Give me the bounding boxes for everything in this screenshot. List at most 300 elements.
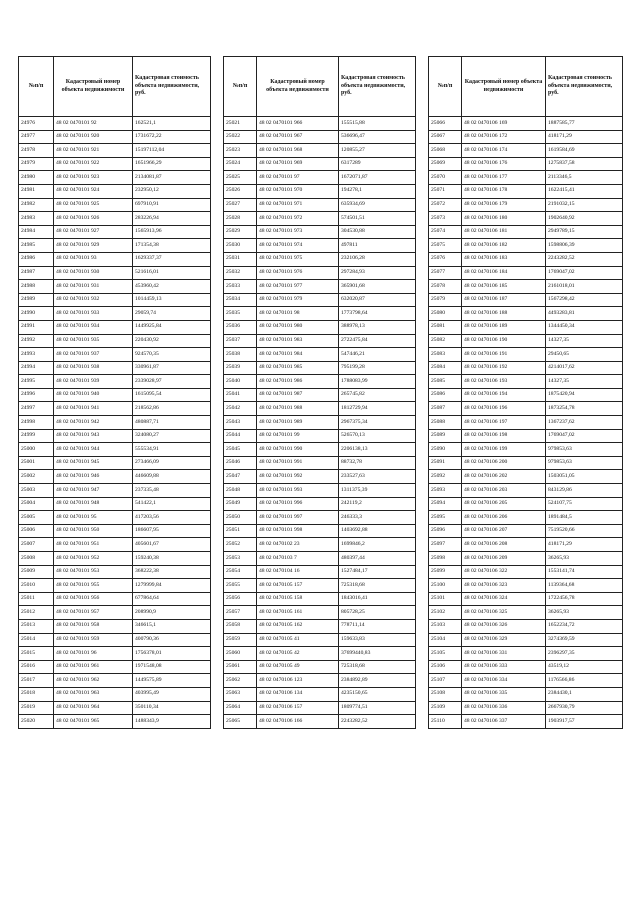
cell-num: 25066 [429,117,462,131]
cell-cadastral-cost: 574501,51 [339,212,416,226]
table-row [19,375,211,389]
cell-num: 25072 [429,198,462,212]
cell-cadastral-cost: 350110,34 [133,701,211,715]
cell-cadastral-number: 48 02 0470101 944 [54,443,133,457]
table-row [19,606,211,620]
cell-cadastral-number: 48 02 0470106 172 [462,130,546,144]
table-row [429,402,623,416]
cell-num: 25083 [429,348,462,362]
cell-cadastral-number: 48 02 0470106 198 [462,429,546,443]
table-row [224,538,416,552]
table-row [224,715,416,729]
cell-num: 25004 [19,497,54,511]
table-row [429,388,623,402]
cell-cadastral-number: 48 02 0470106 176 [462,157,546,171]
table-row [19,592,211,606]
cell-cadastral-cost: 194278,1 [339,184,416,198]
cell-cadastral-cost: 159633,83 [339,633,416,647]
cell-cadastral-number: 48 02 0470101 996 [257,497,339,511]
header-cad-num: Кадастровый номер объекта недвижимости [54,57,133,117]
cell-cadastral-cost: 1553141,74 [546,565,623,579]
cell-cadastral-number: 48 02 0470101 961 [54,660,133,674]
table-row [19,443,211,457]
cell-cadastral-number: 48 02 0470106 324 [462,592,546,606]
cell-cadastral-cost: 524107,75 [546,497,623,511]
table-row [429,252,623,266]
table-row [429,307,623,321]
cell-num: 25029 [224,225,257,239]
table-row [429,320,623,334]
cell-cadastral-cost: 2161018,01 [546,280,623,294]
cell-cadastral-cost: 36265,93 [546,606,623,620]
cell-num: 25065 [224,715,257,729]
table-row [224,388,416,402]
table-row [429,157,623,171]
cell-num: 25059 [224,633,257,647]
table-row [224,687,416,701]
cell-num: 25005 [19,511,54,525]
cell-cadastral-cost: 4493283,81 [546,307,623,321]
cell-num: 25010 [19,579,54,593]
table-row [429,266,623,280]
cell-cadastral-number: 48 02 0470101 98 [257,307,339,321]
cell-num: 25096 [429,524,462,538]
cell-num: 25020 [19,715,54,729]
cell-num: 25067 [429,130,462,144]
cell-num: 24984 [19,225,54,239]
table-row [224,348,416,362]
cell-cadastral-cost: 218562,86 [133,402,211,416]
cell-num: 25024 [224,157,257,171]
cell-cadastral-cost: 186607,95 [133,524,211,538]
cell-cadastral-number: 48 02 0470106 179 [462,198,546,212]
cell-cadastral-number: 48 02 0470105 162 [257,619,339,633]
cell-cadastral-cost: 1672071,87 [339,171,416,185]
cell-num: 25051 [224,524,257,538]
table-row [224,701,416,715]
table-row [19,429,211,443]
cell-num: 25061 [224,660,257,674]
cell-cadastral-cost: 1731672,22 [133,130,211,144]
cell-cadastral-cost: 541422,1 [133,497,211,511]
cell-num: 24995 [19,375,54,389]
cell-cadastral-cost: 273466,09 [133,456,211,470]
cell-num: 25052 [224,538,257,552]
cell-cadastral-cost: 1651966,29 [133,157,211,171]
cell-cadastral-number: 48 02 0470101 971 [257,198,339,212]
cell-num: 24983 [19,212,54,226]
table-row [429,470,623,484]
cell-cadastral-cost: 1622415,41 [546,184,623,198]
table-row [224,565,416,579]
cell-cadastral-cost: 232106,28 [339,252,416,266]
cell-cadastral-number: 48 02 0470101 942 [54,416,133,430]
cell-cadastral-number: 48 02 0470101 990 [257,443,339,457]
cell-cadastral-cost: 2243282,52 [339,715,416,729]
table-row [224,592,416,606]
table-row [19,565,211,579]
cell-cadastral-cost: 2206138,13 [339,443,416,457]
table-row [224,171,416,185]
table-row [224,130,416,144]
table-row [429,130,623,144]
cell-cadastral-number: 48 02 0470101 926 [54,212,133,226]
cell-cadastral-cost: 14327,35 [546,375,623,389]
cell-num: 25058 [224,619,257,633]
cell-cadastral-cost: 1176566,86 [546,674,623,688]
cell-cadastral-number: 48 02 0470101 950 [54,524,133,538]
cell-cadastral-number: 48 02 0470101 980 [257,320,339,334]
cell-num: 24994 [19,361,54,375]
table-row [224,239,416,253]
table-row [19,416,211,430]
cell-num: 25104 [429,633,462,647]
cell-num: 25090 [429,443,462,457]
table-row [429,429,623,443]
cell-cadastral-number: 48 02 0470101 987 [257,388,339,402]
cell-num: 25023 [224,144,257,158]
cell-cadastral-cost: 14327,35 [546,334,623,348]
cell-cadastral-number: 48 02 0470106 202 [462,470,546,484]
cell-num: 25097 [429,538,462,552]
cell-cadastral-cost: 418171,29 [546,538,623,552]
cell-num: 25016 [19,660,54,674]
table-row [429,117,623,131]
cell-num: 25037 [224,334,257,348]
table-row [429,633,623,647]
header-num: №п/п [224,57,257,117]
cell-cadastral-number: 48 02 0470106 206 [462,511,546,525]
table-row [429,674,623,688]
cell-cadastral-number: 48 02 0470106 196 [462,402,546,416]
cell-num: 24985 [19,239,54,253]
table-row [19,334,211,348]
table-row [224,307,416,321]
cell-cadastral-number: 48 02 0470101 920 [54,130,133,144]
cell-cadastral-number: 48 02 0470106 207 [462,524,546,538]
table-row [19,402,211,416]
cell-cadastral-number: 48 02 0470106 322 [462,565,546,579]
cell-cadastral-cost: 3274369,59 [546,633,623,647]
cadastral-table-3 [428,56,623,729]
cell-num: 25105 [429,647,462,661]
cell-num: 25013 [19,619,54,633]
cell-cadastral-cost: 805728,25 [339,606,416,620]
cell-cadastral-cost: 242119,2 [339,497,416,511]
cell-num: 25063 [224,687,257,701]
cell-cadastral-cost: 1488343,9 [133,715,211,729]
cell-cadastral-cost: 979853,63 [546,456,623,470]
table-row [19,647,211,661]
cell-num: 25002 [19,470,54,484]
header-num: №п/п [19,57,54,117]
cell-cadastral-number: 48 02 0470106 184 [462,266,546,280]
cell-cadastral-cost: 37699440,83 [339,647,416,661]
cell-num: 24999 [19,429,54,443]
cell-cadastral-cost: 1812729,94 [339,402,416,416]
table-row [224,144,416,158]
table-row [19,144,211,158]
cell-cadastral-cost: 403995,49 [133,687,211,701]
cell-cadastral-number: 48 02 0470101 992 [257,470,339,484]
cell-cadastral-cost: 1773798,64 [339,307,416,321]
cell-num: 24998 [19,416,54,430]
table-row [224,334,416,348]
cell-num: 25079 [429,293,462,307]
cell-num: 25007 [19,538,54,552]
cell-cadastral-cost: 1527484,17 [339,565,416,579]
cell-cadastral-number: 48 02 0470106 134 [257,687,339,701]
table-row [429,701,623,715]
table-row [224,198,416,212]
cell-cadastral-number: 48 02 0470106 169 [462,117,546,131]
table-row [19,511,211,525]
cell-cadastral-cost: 36265,93 [546,552,623,566]
cell-cadastral-cost: 1139364,68 [546,579,623,593]
table-row [19,130,211,144]
cell-cadastral-number: 48 02 0470106 188 [462,307,546,321]
table-row [429,524,623,538]
table-row [224,443,416,457]
cell-cadastral-cost: 304530,88 [339,225,416,239]
cell-num: 24979 [19,157,54,171]
table-body [429,117,623,729]
table-row [224,606,416,620]
cell-cadastral-cost: 480397,44 [339,552,416,566]
cell-cadastral-cost: 979853,63 [546,443,623,457]
cell-cadastral-cost: 283226,94 [133,212,211,226]
table-row [429,456,623,470]
cell-cadastral-number: 48 02 0470106 197 [462,416,546,430]
cell-cadastral-cost: 155515,88 [339,117,416,131]
cell-cadastral-cost: 4235150,65 [339,687,416,701]
table-row [224,497,416,511]
table-row [19,280,211,294]
table-row [224,524,416,538]
cell-num: 24989 [19,293,54,307]
cell-cadastral-cost: 1344450,34 [546,320,623,334]
table-row [429,606,623,620]
cell-cadastral-cost: 1769047,02 [546,266,623,280]
cell-num: 25000 [19,443,54,457]
table-row [429,715,623,729]
table-row [429,647,623,661]
cell-num: 25026 [224,184,257,198]
table-row [19,674,211,688]
table-row [224,361,416,375]
cell-num: 25057 [224,606,257,620]
cell-num: 25081 [429,320,462,334]
cell-cadastral-cost: 2134081,87 [133,171,211,185]
cell-num: 24991 [19,320,54,334]
cell-cadastral-number: 48 02 0470106 187 [462,293,546,307]
cell-cadastral-number: 48 02 0470101 967 [257,130,339,144]
cell-num: 25008 [19,552,54,566]
cell-num: 25046 [224,456,257,470]
cell-cadastral-number: 48 02 0470101 956 [54,592,133,606]
cell-cadastral-cost: 1843016,41 [339,592,416,606]
cell-cadastral-number: 48 02 0470101 931 [54,280,133,294]
cell-cadastral-number: 48 02 0470101 925 [54,198,133,212]
table-row [19,212,211,226]
cell-cadastral-number: 48 02 0470101 989 [257,416,339,430]
cell-cadastral-number: 48 02 0470101 977 [257,280,339,294]
cell-cadastral-number: 48 02 0470101 998 [257,524,339,538]
cell-cadastral-cost: 1014459,13 [133,293,211,307]
table-row [224,429,416,443]
cell-num: 25094 [429,497,462,511]
cell-num: 25060 [224,647,257,661]
cell-num: 25027 [224,198,257,212]
cell-cadastral-cost: 1903917,57 [546,715,623,729]
cell-cadastral-cost: 1809774,51 [339,701,416,715]
table-row [224,157,416,171]
table-row [19,252,211,266]
cell-cadastral-number: 48 02 0470106 336 [462,701,546,715]
header-num: №п/п [429,57,462,117]
table-header-row [429,57,623,117]
table-row [224,552,416,566]
cell-cadastral-cost: 1279999,84 [133,579,211,593]
cell-num: 25102 [429,606,462,620]
cell-num: 25041 [224,388,257,402]
cell-cadastral-number: 48 02 0470106 190 [462,334,546,348]
cell-cadastral-number: 48 02 0470105 42 [257,647,339,661]
cell-cadastral-number: 48 02 0470101 966 [257,117,339,131]
cell-num: 25009 [19,565,54,579]
cell-cadastral-cost: 1565913,96 [133,225,211,239]
cell-cadastral-cost: 547446,21 [339,348,416,362]
cell-cadastral-number: 48 02 0470101 983 [257,334,339,348]
table-row [429,538,623,552]
cell-cadastral-cost: 843129,86 [546,484,623,498]
table-row [429,687,623,701]
cell-cadastral-number: 48 02 0470106 203 [462,484,546,498]
cell-cadastral-cost: 29059,74 [133,307,211,321]
cell-cadastral-number: 48 02 0470104 16 [257,565,339,579]
table-row [429,375,623,389]
cell-cadastral-number: 48 02 0470101 965 [54,715,133,729]
table-row [429,552,623,566]
cell-num: 24988 [19,280,54,294]
table-row [429,198,623,212]
table-row [224,117,416,131]
cell-cadastral-cost: 2722475,84 [339,334,416,348]
table-row [224,225,416,239]
cell-num: 25049 [224,497,257,511]
table-row [19,388,211,402]
cell-cadastral-number: 48 02 0470101 935 [54,334,133,348]
header-cad-cost: Кадастровая стоимость объекта недвижимости, руб. [133,57,211,117]
cell-cadastral-cost: 778711,14 [339,619,416,633]
cell-num: 24990 [19,307,54,321]
cell-num: 25053 [224,552,257,566]
cell-cadastral-cost: 1756378,01 [133,647,211,661]
cell-cadastral-cost: 536696,47 [339,130,416,144]
cell-cadastral-cost: 453960,42 [133,280,211,294]
table-row [19,524,211,538]
cell-cadastral-number: 48 02 0470101 940 [54,388,133,402]
table-row [19,484,211,498]
table-row [224,619,416,633]
cell-cadastral-cost: 725318,68 [339,579,416,593]
cell-cadastral-cost: 1615095,54 [133,388,211,402]
table-row [224,293,416,307]
table-row [19,157,211,171]
table-row [19,171,211,185]
cell-cadastral-number: 48 02 0470101 970 [257,184,339,198]
cell-cadastral-number: 48 02 0470101 939 [54,375,133,389]
cell-cadastral-number: 48 02 0470101 945 [54,456,133,470]
cell-cadastral-cost: 1275837,58 [546,157,623,171]
cell-num: 25106 [429,660,462,674]
table-row [19,307,211,321]
table-row [224,184,416,198]
cell-cadastral-cost: 677864,64 [133,592,211,606]
cell-cadastral-cost: 2384430,1 [546,687,623,701]
table-row [429,565,623,579]
cell-cadastral-number: 48 02 0470101 964 [54,701,133,715]
cell-num: 25093 [429,484,462,498]
cell-cadastral-cost: 15197112,04 [133,144,211,158]
cell-num: 25087 [429,402,462,416]
cell-num: 25064 [224,701,257,715]
cell-cadastral-number: 48 02 0470101 979 [257,293,339,307]
cell-cadastral-cost: 497811 [339,239,416,253]
table-row [224,416,416,430]
cell-cadastral-number: 48 02 0470101 947 [54,484,133,498]
cell-num: 25015 [19,647,54,661]
cell-cadastral-number: 48 02 0470101 976 [257,266,339,280]
cell-cadastral-cost: 88732,78 [339,456,416,470]
cell-cadastral-number: 48 02 0470101 958 [54,619,133,633]
cell-cadastral-cost: 1887585,77 [546,117,623,131]
table-row [19,633,211,647]
table-row [224,266,416,280]
cadastral-table-2 [223,56,416,729]
table-row [19,117,211,131]
cell-cadastral-number: 48 02 0470101 975 [257,252,339,266]
cell-cadastral-cost: 162521,1 [133,117,211,131]
cell-cadastral-number: 48 02 0470101 969 [257,157,339,171]
cell-cadastral-number: 48 02 0470101 993 [257,484,339,498]
cell-cadastral-number: 48 02 0470105 161 [257,606,339,620]
table-row [19,701,211,715]
cell-cadastral-number: 48 02 0470105 49 [257,660,339,674]
cell-num: 25021 [224,117,257,131]
cell-num: 25055 [224,579,257,593]
header-cad-cost: Кадастровая стоимость объекта недвижимости, руб. [546,57,623,117]
cell-cadastral-cost: 526570,13 [339,429,416,443]
cell-cadastral-cost: 324080,27 [133,429,211,443]
table-row [429,334,623,348]
cadastral-table-1 [18,56,211,729]
table-row [429,484,623,498]
cell-cadastral-number: 48 02 0470102 23 [257,538,339,552]
cell-cadastral-number: 48 02 0470106 178 [462,184,546,198]
table-row [224,456,416,470]
cell-cadastral-number: 48 02 0470101 988 [257,402,339,416]
cell-cadastral-number: 48 02 0470101 938 [54,361,133,375]
table-row [19,225,211,239]
cell-num: 25103 [429,619,462,633]
cell-num: 25086 [429,388,462,402]
cell-num: 25080 [429,307,462,321]
cell-num: 25077 [429,266,462,280]
cell-cadastral-cost: 1699846,2 [339,538,416,552]
table-row [19,538,211,552]
cell-num: 25092 [429,470,462,484]
